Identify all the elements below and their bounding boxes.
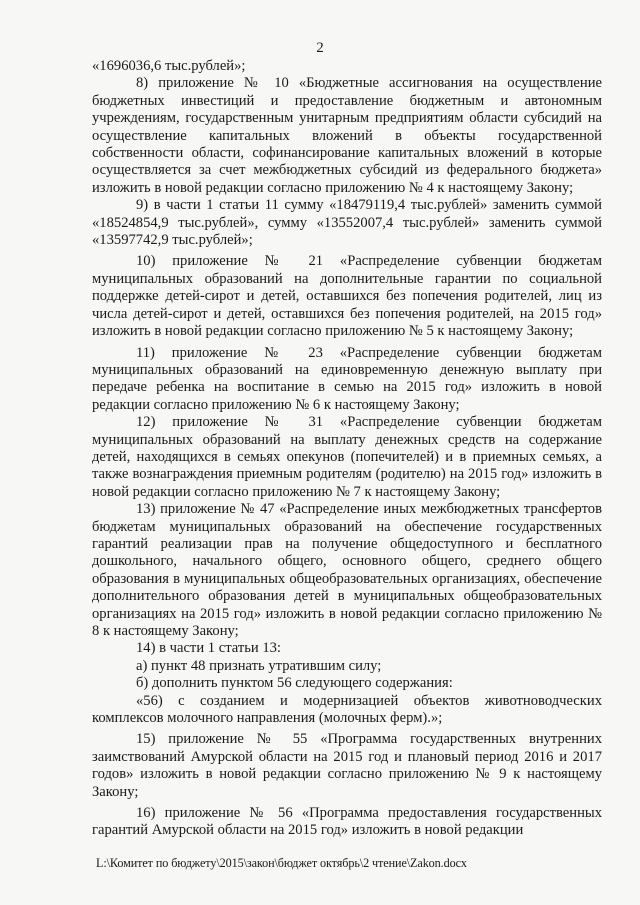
- document-body: [92, 58, 602, 840]
- footer-file-path: L:\Комитет по бюджету\2015\закон\бюджет октябрь\2 чтение\Zakon.docx: [96, 856, 467, 870]
- paragraph-item-14: 14) в части 1 статьи 13:: [136, 640, 281, 657]
- paragraph-item-10: 10) приложение № 21 «Распределение субвенции бюджетам муниципальных образований на дополнительные гарантии по социальной поддержке детей-сирот и детей, оставшихся без попечения родителей, лиц из числа детей-сирот и детей, оставшихся без попечения родителей, на 2015 год» изложить в новой редакции согласно приложению № 5 к настоящему Закону;: [92, 253, 602, 340]
- paragraph-item-11: 11) приложение № 23 «Распределение субвенции бюджетам муниципальных образований на единовременную денежную выплату при передаче ребенка на воспитание в семью на 2015 год» изложить в новой редакции согласно приложению № 6 к настоящему Закону;: [92, 344, 602, 413]
- paragraph-item-14-quote: «56) с созданием и модернизацией объектов животноводческих комплексов молочного направления (молочных ферм).»;: [92, 692, 602, 727]
- paragraph-item-16: 16) приложение № 56 «Программа предоставления государственных гарантий Амурской области на 2015 год» изложить в новой редакции: [92, 805, 602, 839]
- paragraph-continuation: «1696036,6 тыс.рублей»;: [92, 58, 246, 74]
- page-number: 2: [316, 40, 324, 56]
- paragraph-item-13: 13) приложение № 47 «Распределение иных межбюджетных трансфертов бюджетам муниципальных образований на обеспечение государственных гарантий реализации прав на получение общедоступного и бесплатного дошкольного, начального общего, основного общего, среднего общего образования в муниципальных общеобразовательных организациях, обеспечение дополнительного образования детей в муниципальных общеобразовательных организациях на 2015 год» изложить в новой редакции согласно приложению № 8 к настоящему Закону;: [92, 501, 602, 639]
- paragraph-item-15: 15) приложение № 55 «Программа государственных внутренних заимствований Амурской области на 2015 год и плановый период 2016 и 2017 годов» изложить в новой редакции согласно приложению № 9 к настоящему Закону;: [92, 731, 602, 800]
- paragraph-item-12: 12) приложение № 31 «Распределение субвенции бюджетам муниципальных образований на выплату денежных средств на содержание детей, находящихся в семьях опекунов (попечителей) и в приемных семьях, а также вознаграждения приемным родителям (родителю) на 2015 год» изложить в новой редакции согласно приложению № 7 к настоящему Закону;: [92, 414, 602, 500]
- paragraph-item-8: 8) приложение № 10 «Бюджетные ассигнования на осуществление бюджетных инвестиций и предоставление бюджетным и автономным учреждениям, государственным унитарным предприятиям области субсидий на осуществление капитальных вложений в объекты государственной собственности области, софинансирование капитальных вложений в которые осуществляется за счет межбюджетных субсидий из федерального бюджета» изложить в новой редакции согласно приложению № 4 к настоящему Закону;: [92, 75, 602, 196]
- paragraph-item-14a: а) пункт 48 признать утратившим силу;: [136, 657, 382, 674]
- paragraph-item-9: 9) в части 1 статьи 11 сумму «18479119,4 тыс.рублей» заменить суммой «18524854,9 тыс.рублей», сумму «13552007,4 тыс.рублей» заменить суммой «13597742,9 тыс.рублей»;: [92, 197, 602, 249]
- paragraph-item-14b: б) дополнить пунктом 56 следующего содержания:: [136, 675, 453, 692]
